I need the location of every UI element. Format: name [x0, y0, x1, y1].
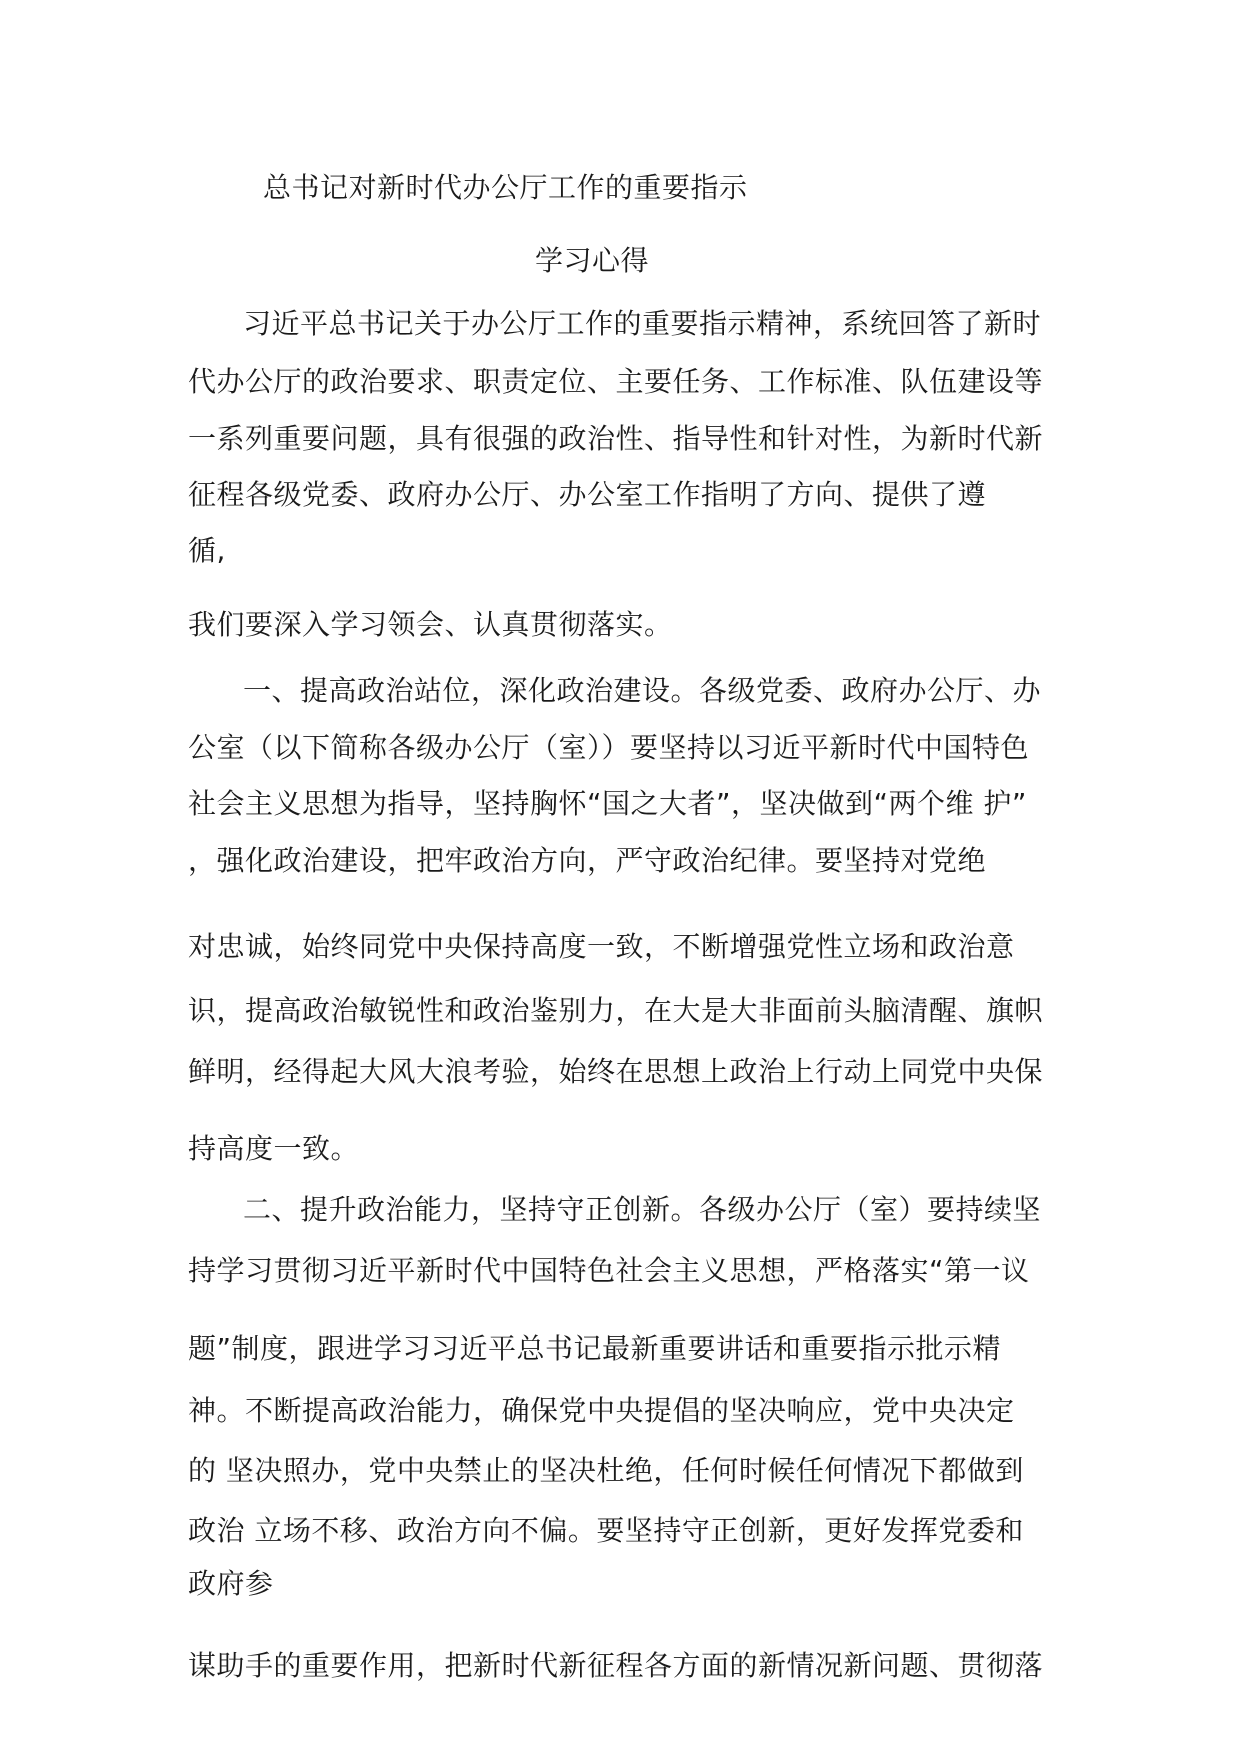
body-line: 公室（以下简称各级办公厅（室））要坚持以习近平新时代中国特色	[188, 731, 1030, 764]
body-line: 的 坚决照办，党中央禁止的坚决杜绝，任何时候任何情况下都做到	[188, 1454, 1024, 1487]
body-line: 谋助手的重要作用，把新时代新征程各方面的新情况新问题、贯彻落	[188, 1649, 1044, 1682]
body-line: 一、提高政治站位，深化政治建设。各级党委、政府办公厅、办	[243, 674, 1042, 707]
body-line: 二、提升政治能力，坚持守正创新。各级办公厅（室）要持续坚	[243, 1193, 1042, 1226]
body-line: 政治 立场不移、政治方向不偏。要坚持守正创新，更好发挥党委和	[188, 1514, 1024, 1547]
body-line: 神。不断提高政治能力，确保党中央提倡的坚决响应，党中央决定	[188, 1394, 1015, 1427]
body-line: 题”制度，跟进学习习近平总书记最新重要讲话和重要指示批示精	[188, 1332, 1002, 1365]
body-line: ，强化政治建设，把牢政治方向，严守政治纪律。要坚持对党绝	[188, 844, 987, 877]
body-line: 识，提高政治敏锐性和政治鉴别力，在大是大非面前头脑清醒、旗帜	[188, 994, 1044, 1027]
document-title-line2: 学习心得	[535, 244, 650, 277]
body-line: 对忠诚，始终同党中央保持高度一致，不断增强党性立场和政治意	[188, 930, 1015, 963]
body-line: 鲜明，经得起大风大浪考验，始终在思想上政治上行动上同党中央保	[188, 1055, 1044, 1088]
body-line: 我们要深入学习领会、认真贯彻落实。	[188, 608, 673, 641]
body-line: 政府参	[188, 1567, 274, 1600]
body-line: 持学习贯彻习近平新时代中国特色社会主义思想，严格落实“第一议	[188, 1254, 1030, 1287]
body-line: 社会主义思想为指导，坚持胸怀“国之大者”，坚决做到“两个维 护”	[188, 787, 1027, 820]
body-line: 代办公厅的政治要求、职责定位、主要任务、工作标准、队伍建设等	[188, 365, 1044, 398]
body-line: 征程各级党委、政府办公厅、办公室工作指明了方向、提供了遵	[188, 478, 987, 511]
body-line: 习近平总书记关于办公厅工作的重要指示精神，系统回答了新时	[243, 307, 1042, 340]
body-line: 持高度一致。	[188, 1132, 360, 1165]
body-line: 循,	[188, 534, 226, 567]
document-title-line1: 总书记对新时代办公厅工作的重要指示	[263, 171, 748, 204]
body-line: 一系列重要问题，具有很强的政治性、指导性和针对性，为新时代新	[188, 422, 1044, 455]
